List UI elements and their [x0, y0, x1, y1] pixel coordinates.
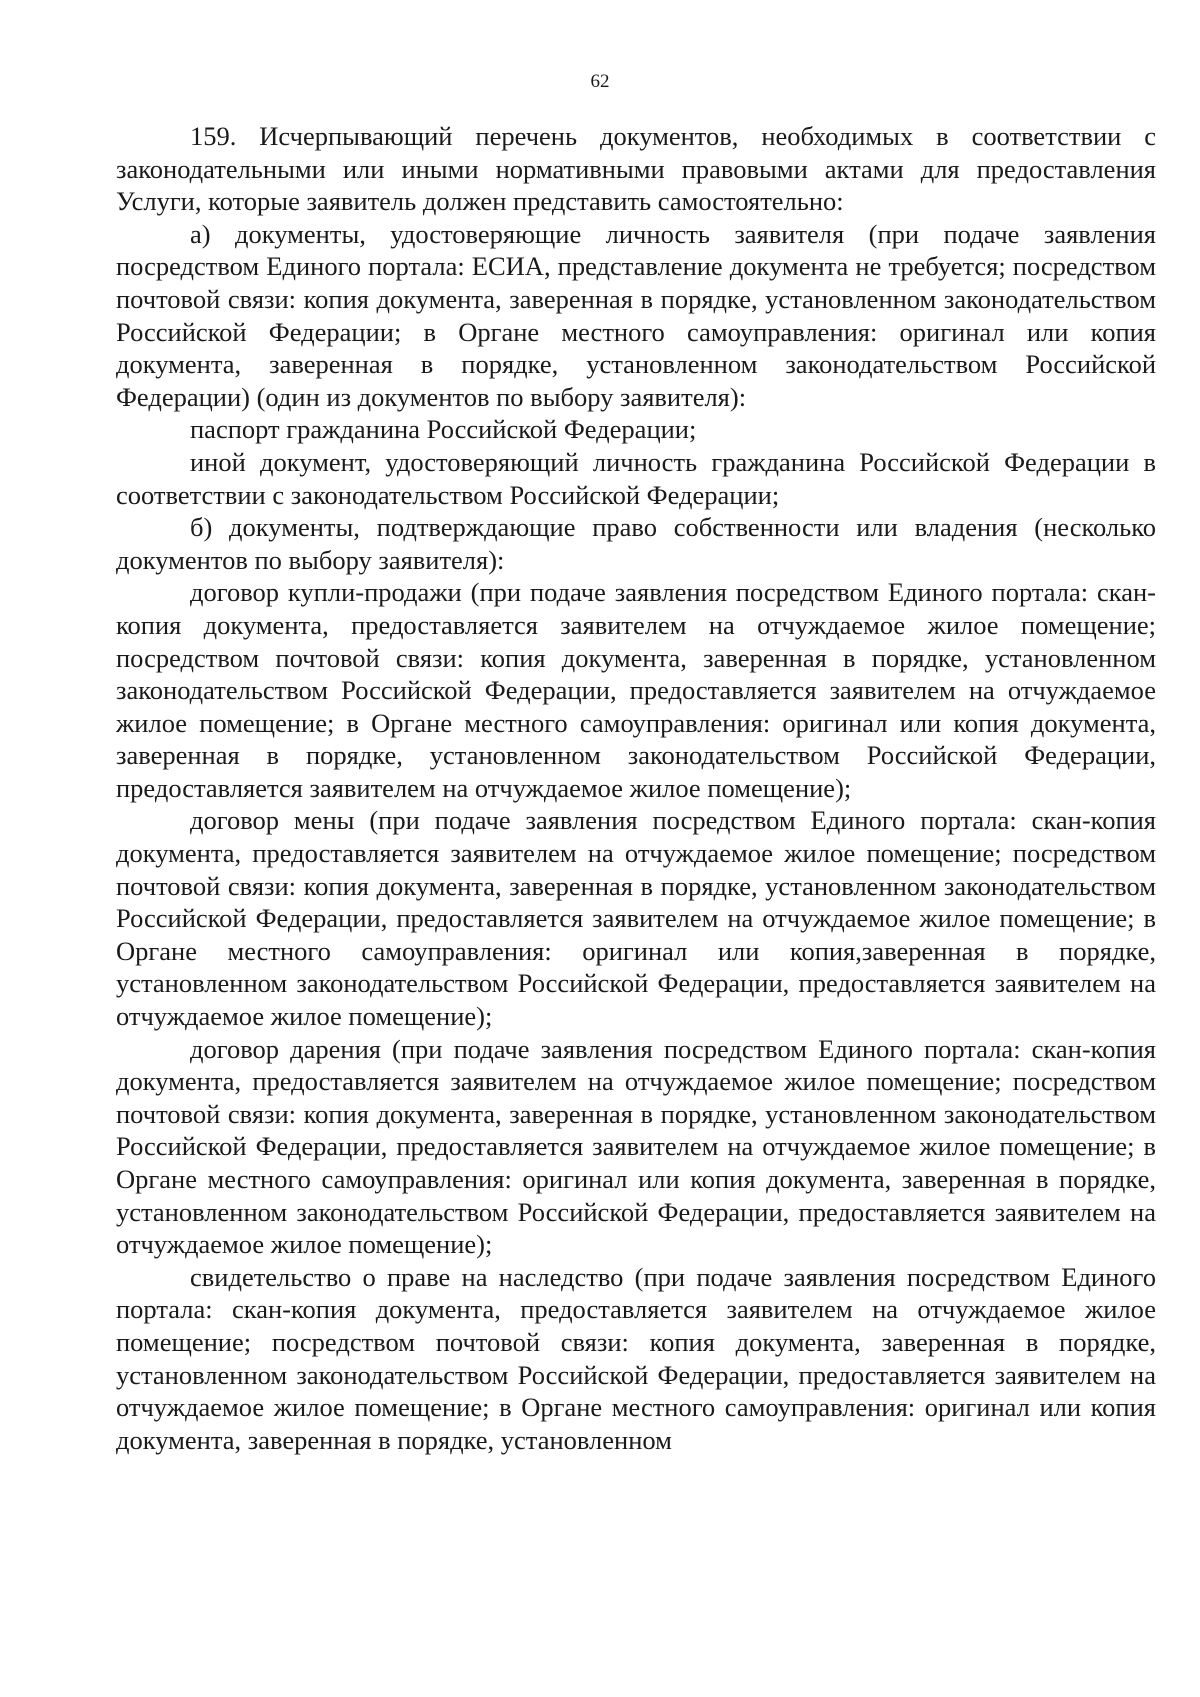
paragraph-item-159: 159. Исчерпывающий перечень документов, необходимых в соответствии с законодательными или иными нормативными правовыми актами для предоставления Услуги, которые заявитель должен представить самостоятельно:	[116, 121, 1156, 217]
page-number: 62	[590, 71, 610, 92]
paragraph-exchange-contract: договор мены (при подаче заявления посредством Единого портала: скан-копия документа, предоставляется заявителем на отчуждаемое жилое помещение; посредством почтовой связи: копия документа, заверенная в порядке, установленном законодательством Российской Федерации, предоставляется заявителем на отчуждаемое жилое помещение; в Органе местного самоуправления: оригинал или копия,заверенная в порядке, установленном законодательством Российской Федерации, предоставляется заявителем на отчуждаемое жилое помещение);	[116, 805, 1156, 1032]
paragraph-subitem-b-ownership-documents: б) документы, подтверждающие право собственности или владения (несколько документов по выбору заявителя):	[116, 512, 1156, 575]
paragraph-other-identity-document: иной документ, удостоверяющий личность гражданина Российской Федерации в соответствии с законодательством Российской Федерации;	[116, 446, 1156, 510]
document-body	[116, 120, 1156, 1456]
paragraph-sale-contract: договор купли-продажи (при подаче заявления посредством Единого портала: скан-копия документа, предоставляется заявителем на отчуждаемое жилое помещение; посредством почтовой связи: копия документа, заверенная в порядке, установленном законодательством Российской Федерации, предоставляется заявителем на отчуждаемое жилое помещение; в Органе местного самоуправления: оригинал или копия документа, заверенная в порядке, установленном законодательством Российской Федерации, предоставляется заявителем на отчуждаемое жилое помещение);	[116, 577, 1156, 803]
paragraph-gift-contract: договор дарения (при подаче заявления посредством Единого портала: скан-копия документа, предоставляется заявителем на отчуждаемое жилое помещение; посредством почтовой связи: копия документа, заверенная в порядке, установленном законодательством Российской Федерации, предоставляется заявителем на отчуждаемое жилое помещение; в Органе местного самоуправления: оригинал или копия документа, заверенная в порядке, установленном законодательством Российской Федерации, предоставляется заявителем на отчуждаемое жилое помещение);	[116, 1033, 1156, 1260]
paragraph-subitem-a-identity-documents: а) документы, удостоверяющие личность заявителя (при подаче заявления посредством Единого портала: ЕСИА, представление документа не требуется; посредством почтовой связи: копия документа, заверенная в порядке, установленном законодательством Российской Федерации; в Органе местного самоуправления: оригинал или копия документа, заверенная в порядке, установленном законодательством Российской Федерации) (один из документов по выбору заявителя):	[116, 218, 1156, 412]
paragraph-inheritance-certificate: свидетельство о праве на наследство (при подаче заявления посредством Единого портала: скан-копия документа, предоставляется заявителем на отчуждаемое жилое помещение; посредством почтовой связи: копия документа, заверенная в порядке, установленном законодательством Российской Федерации, предоставляется заявителем на отчуждаемое жилое помещение; в Органе местного самоуправления: оригинал или копия документа, заверенная в порядке, установленном	[116, 1261, 1156, 1455]
paragraph-passport: паспорт гражданина Российской Федерации;	[190, 414, 697, 445]
